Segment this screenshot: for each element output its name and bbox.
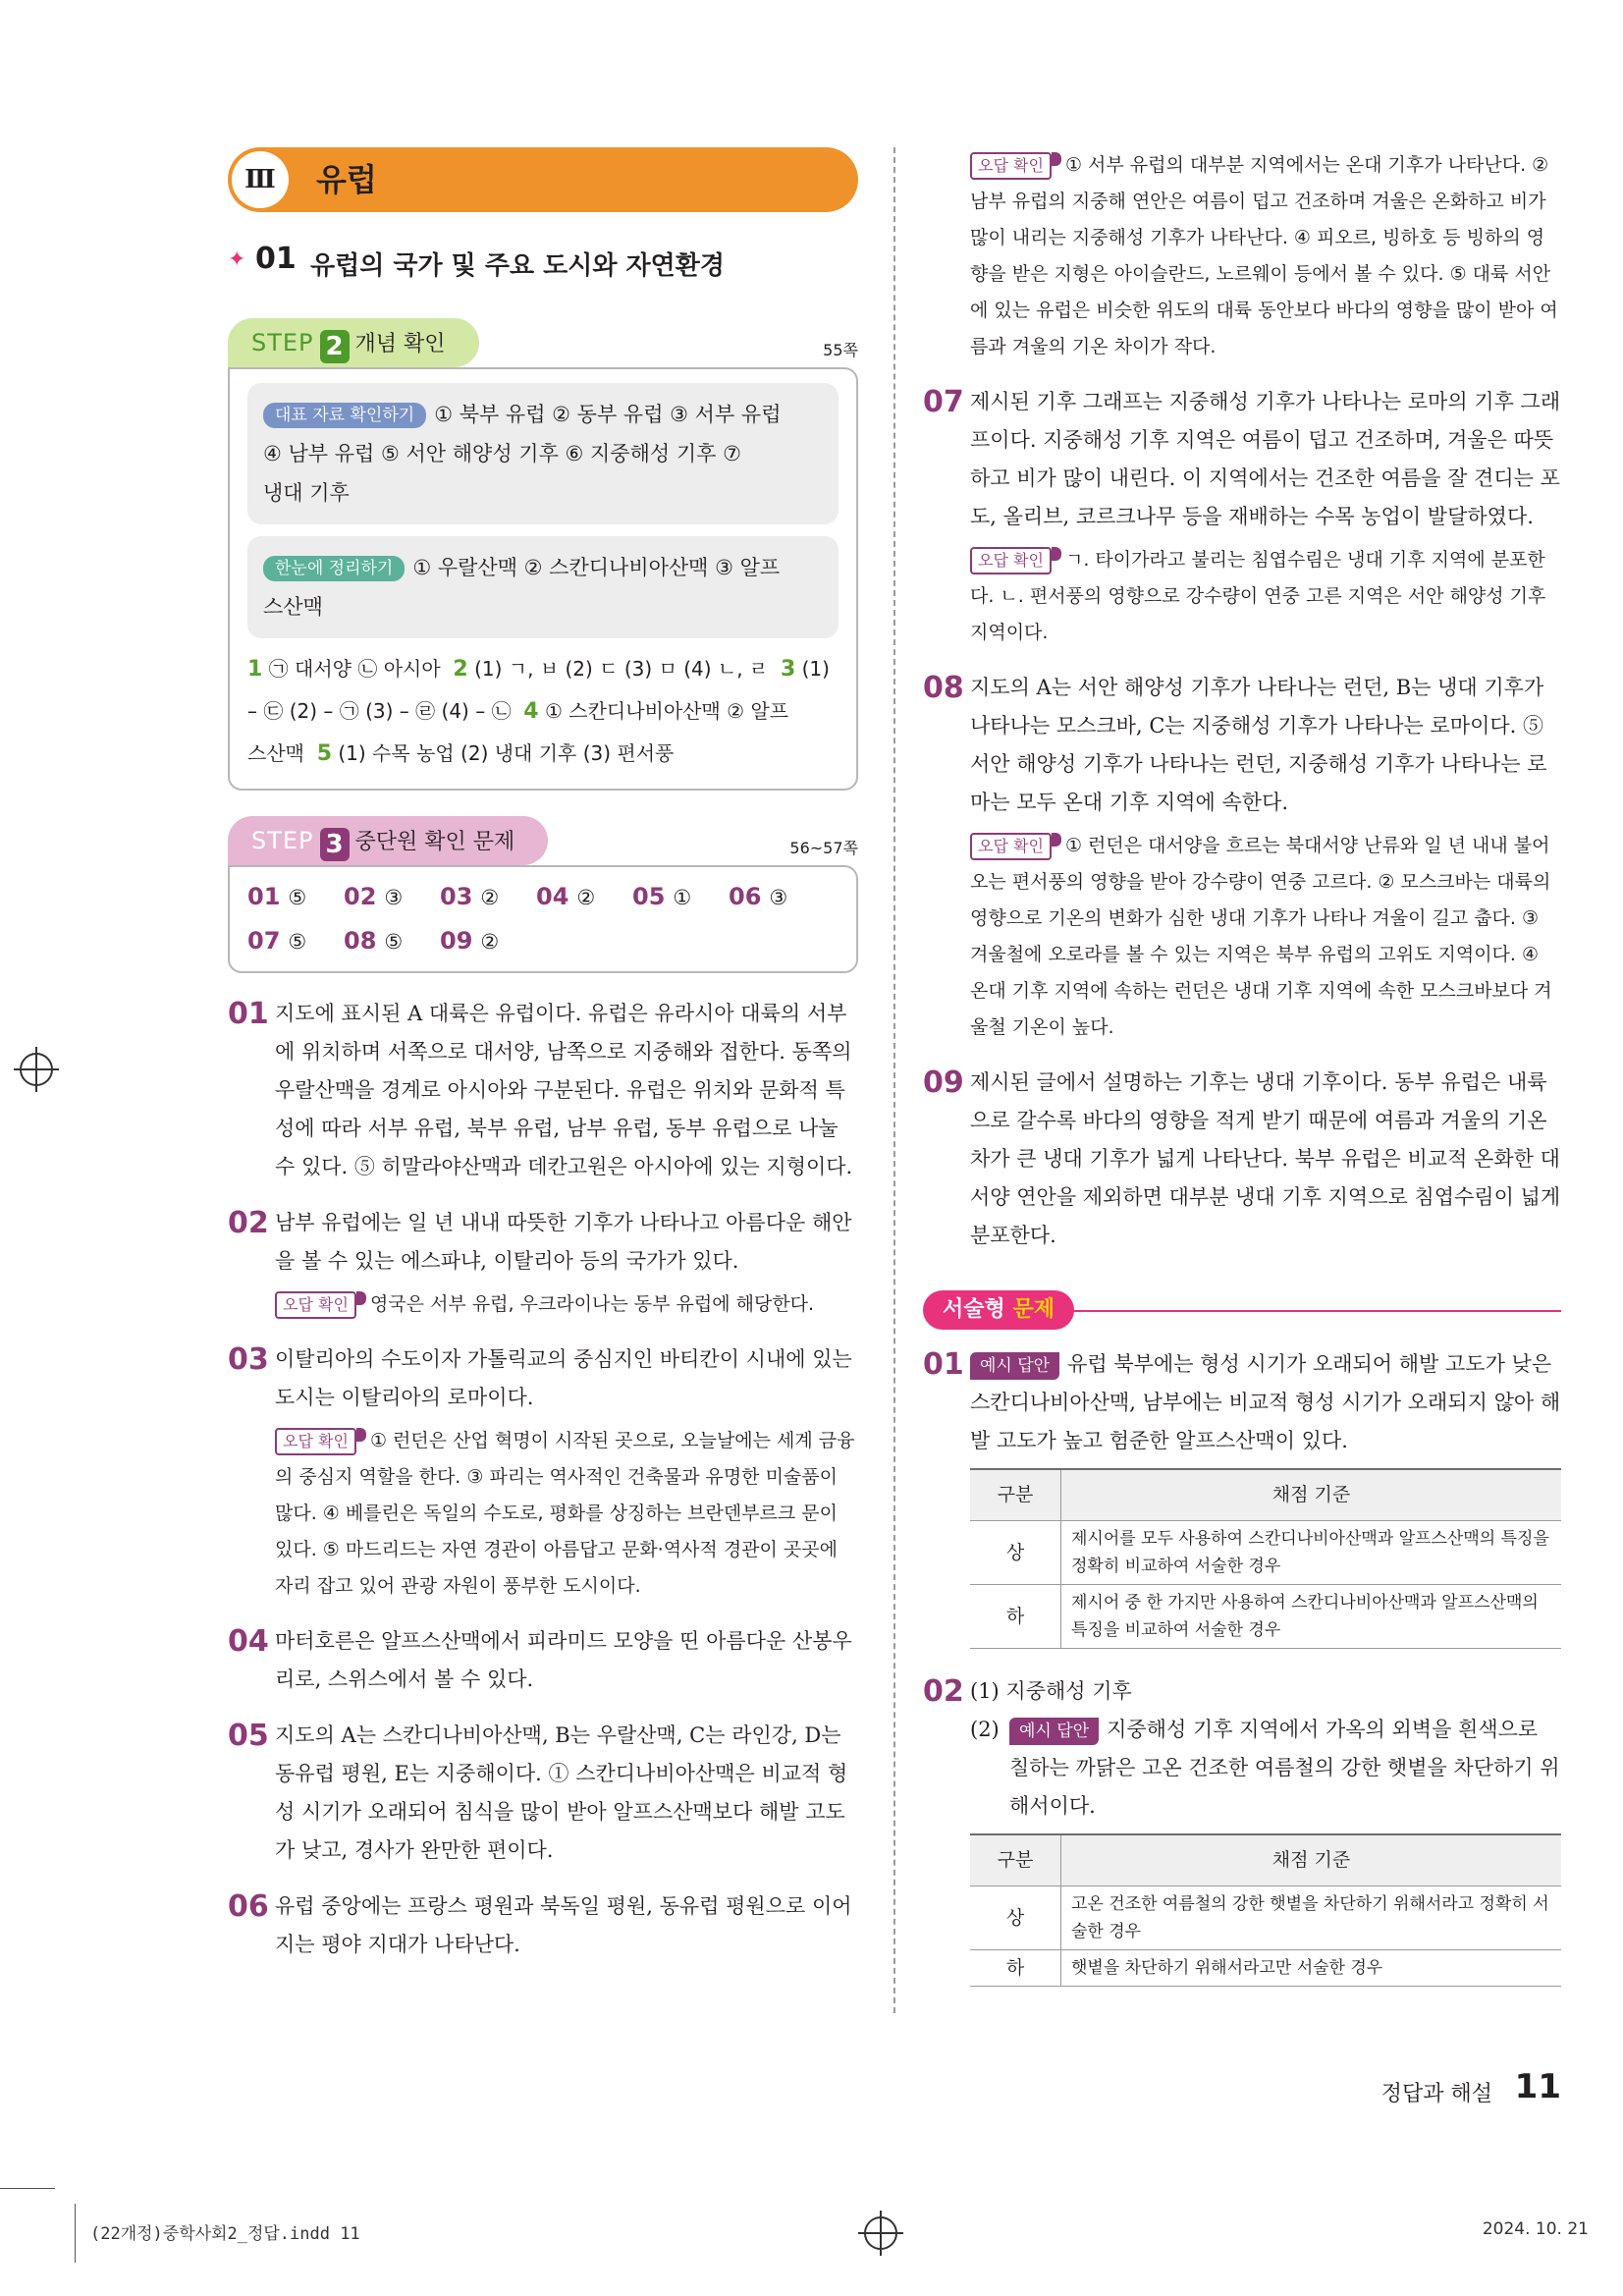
odap-note: [275, 1286, 858, 1323]
odap-tag: 오답 확인: [970, 833, 1052, 860]
step3-answer: [440, 921, 536, 961]
grading-table: [970, 1468, 1561, 1649]
odap-text: ① 런던은 대서양을 흐르는 북대서양 난류와 일 년 내내 불어오는 편서풍의 영향을 받아 강수량이 연중 고르다. ② 모스크바는 대륙의 영향으로 기온의 변화가 심한 냉대 기후가 나타나 겨울이 길고 춥다. ③ 겨울철에 오로라를 볼 수 있는 지역은 북부 유럽의 고위도 지역이다. ④ 온대 기후 지역에 속하는 런던은 냉대 기후 지역에 속한 모스크바보다 겨울철 기온이 높다.: [970, 835, 1552, 1038]
step3-header: [228, 816, 858, 865]
table-row: [970, 1585, 1561, 1649]
question-01: [228, 995, 858, 1186]
answer-row: [247, 690, 839, 733]
table-cell: 제시어 중 한 가지만 사용하여 스칸디나비아산맥과 알프스산맥의 특징을 비교하여 서술한 경우: [1061, 1585, 1562, 1649]
answer-choice: ②: [576, 886, 596, 909]
question-text: 지도의 A는 서안 해양성 기후가 나타나는 런던, B는 냉대 기후가 나타나는 모스크바, C는 지중해성 기후가 나타나는 로마이다. ⑤ 서안 해양성 기후가 나타나는 런던, 지중해성 기후가 나타나는 로마는 모두 온대 기후 지역에 속한다.: [970, 676, 1547, 814]
question-number: 02: [228, 1206, 269, 1240]
question-text: 지도에 표시된 A 대륙은 유럽이다. 유럽은 유라시아 대륙의 서부에 위치하며 서쪽으로 대서양, 남쪽으로 지중해와 접한다. 동쪽의 우랄산맥을 경계로 아시아와 구분된다. 유럽은 위치와 문화적 특성에 따라 서부 유럽, 북부 유럽, 남부 유럽, 동부 유럽으로 나눌 수 있다. ⑤ 히말라야산맥과 데칸고원은 아시아에 있는 지형이다.: [275, 1002, 853, 1178]
question-09: [923, 1064, 1561, 1255]
step-word: STEP: [251, 827, 314, 854]
answer-number: 06: [729, 883, 762, 910]
answer-text: ㉠ 대서양 ㉡ 아시아: [268, 657, 441, 681]
odap-text: ㄱ. 타이가라고 불리는 침엽수림은 냉대 기후 지역에 분포한다. ㄴ. 편서풍의 영향으로 강수량이 연중 고른 지역은 서안 해양성 기후 지역이다.: [970, 549, 1546, 643]
question-text: 남부 유럽에는 일 년 내내 따뜻한 기후가 나타나고 아름다운 해안을 볼 수 있는 에스파냐, 이탈리아 등의 국가가 있다.: [275, 1211, 852, 1273]
table-cell: 제시어를 모두 사용하여 스칸디나비아산맥과 알프스산맥의 특징을 정확히 비교하여 서술한 경우: [1061, 1521, 1562, 1585]
question-text: 제시된 기후 그래프는 지중해성 기후가 나타나는 로마의 기후 그래프이다. 지중해성 기후 지역은 여름이 덥고 건조하며, 겨울은 따뜻하고 비가 많이 내린다. 이 지역에서는 건조한 여름을 잘 견디는 포도, 올리브, 코르크나무 등을 재배하는 수목 농업이 발달하였다.: [970, 390, 1561, 528]
answer-number: 03: [440, 883, 473, 910]
yesi-tag: 예시 답안: [970, 1352, 1059, 1380]
step2-tab: [228, 318, 479, 367]
answer-choice: ①: [673, 886, 692, 909]
page-reference: 56~57쪽: [789, 839, 858, 857]
page-reference: 55쪽: [823, 341, 858, 359]
answer-number: 07: [247, 927, 281, 955]
odap-note-q06: [923, 147, 1561, 365]
odap-text: 영국은 서부 유럽, 우크라이나는 동부 유럽에 해당한다.: [369, 1293, 815, 1315]
answer-number: 5: [316, 741, 332, 766]
question-text: 마터호른은 알프스산맥에서 피라미드 모양을 띤 아름다운 산봉우리로, 스위스에서 볼 수 있다.: [275, 1629, 852, 1691]
left-column: [228, 147, 858, 1982]
question-text: 유럽 중앙에는 프랑스 평원과 북독일 평원, 동유럽 평원으로 이어지는 평야 지대가 나타난다.: [275, 1894, 852, 1956]
answer-text: (1) ㄱ, ㅂ (2) ㄷ (3) ㅁ (4) ㄴ, ㄹ: [474, 657, 769, 681]
answer-number: 02: [344, 883, 377, 910]
answer-text: ① 스칸디나비아산맥 ② 알프: [544, 699, 789, 723]
footer-label: 정답과 해설: [1380, 2082, 1492, 2106]
answer-number: 04: [536, 883, 569, 910]
step3-answer: [729, 877, 825, 917]
question-number: 01: [228, 997, 269, 1031]
essay-rule: [1070, 1310, 1561, 1312]
answer-number: 05: [632, 883, 666, 910]
essay-answer-text: 유럽 북부에는 형성 시기가 오래되어 해발 고도가 낮은 스칸디나비아산맥, 남부에는 비교적 형성 시기가 오래되지 않아 해발 고도가 높고 험준한 알프스산맥이 있다.: [970, 1352, 1561, 1452]
table-row: [970, 1886, 1561, 1950]
registration-mark-icon: [864, 2216, 897, 2250]
step3-answer: [536, 877, 632, 917]
answer-text: (1) 수목 농업 (2) 냉대 기후 (3) 편서풍: [338, 741, 675, 765]
daepyo-box: [247, 383, 839, 524]
odap-tag: 오답 확인: [275, 1428, 356, 1455]
table-cell: 하: [970, 1585, 1061, 1649]
odap-text: ① 런던은 산업 혁명이 시작된 곳으로, 오늘날에는 세계 금융의 중심지 역할을 한다. ③ 파리는 역사적인 건축물과 유명한 미술품이 많다. ④ 베를린은 독일의 수도로, 평화를 상징하는 브란덴부르크 문이 있다. ⑤ 마드리드는 자연 경관이 아름답고 문화·역사적 경관이 곳곳에 자리 잡고 있어 관광 자원이 풍부한 도시이다.: [275, 1430, 855, 1597]
answer-choice: ②: [480, 886, 500, 909]
step2-header: [228, 318, 858, 367]
step3-answer: [632, 877, 729, 917]
answer-number: 09: [440, 927, 473, 955]
table-header: 구분: [970, 1834, 1061, 1886]
column-divider: [893, 147, 895, 2013]
table-row: [970, 1521, 1561, 1585]
table-cell: 상: [970, 1521, 1061, 1585]
part-number: (2): [970, 1718, 1000, 1741]
question-text: 제시된 글에서 설명하는 기후는 냉대 기후이다. 동부 유럽은 내륙으로 갈수록 바다의 영향을 적게 받기 때문에 여름과 겨울의 기온 차가 큰 냉대 기후가 넓게 나타난다. 북부 유럽은 비교적 온화한 대서양 연안을 제외하면 대부분 냉대 기후 지역으로 침엽수림이 넓게 분포한다.: [970, 1070, 1561, 1247]
answer-text: – ㉢ (2) – ㉠ (3) – ㉣ (4) – ㉡: [247, 699, 512, 723]
daepyo-tag: 대표 자료 확인하기: [263, 403, 426, 428]
table-cell: 하: [970, 1950, 1061, 1987]
right-column: [923, 147, 1561, 2004]
answer-row: [247, 733, 839, 775]
question-02: [228, 1204, 858, 1323]
step-number: 2: [320, 330, 350, 363]
question-number: 09: [923, 1066, 964, 1100]
table-header: 채점 기준: [1061, 1469, 1562, 1521]
section-heading: [228, 242, 858, 293]
essay-label: 서술형: [943, 1297, 1005, 1322]
table-cell: 상: [970, 1886, 1061, 1950]
step2-box: [228, 367, 858, 791]
answer-choice: ⑤: [288, 886, 307, 909]
answer-row: [247, 648, 839, 690]
odap-note: [970, 542, 1561, 651]
unit-title: 유럽: [316, 161, 377, 198]
answer-number: 2: [453, 657, 468, 682]
table-cell: 고온 건조한 여름철의 강한 햇볕을 차단하기 위해서라고 정확히 서술한 경우: [1061, 1886, 1562, 1950]
table-cell: 햇볕을 차단하기 위해서라고만 서술한 경우: [1061, 1950, 1562, 1987]
odap-tag: 오답 확인: [970, 152, 1052, 180]
table-row: [970, 1950, 1561, 1987]
essay-01: [923, 1345, 1561, 1649]
step2-answers: [247, 648, 839, 775]
table-header: 채점 기준: [1061, 1834, 1562, 1886]
hannun-text: ① 우랄산맥 ② 스칸디나비아산맥 ③ 알프: [412, 556, 781, 579]
step-word: STEP: [251, 329, 314, 356]
grading-table: [970, 1833, 1561, 1987]
answer-choice: ⑤: [288, 930, 307, 954]
unit-header: [228, 147, 858, 212]
answer-number: 4: [523, 699, 539, 724]
question-number: 03: [228, 1342, 269, 1377]
answer-text: 스산맥: [247, 741, 304, 765]
daepyo-text: 냉대 기후: [263, 481, 350, 505]
essay-tag: [923, 1290, 1074, 1330]
yesi-tag: 예시 답안: [1009, 1718, 1099, 1745]
hannun-tag: 한눈에 정리하기: [263, 556, 405, 581]
essay-label: 문제: [1012, 1297, 1055, 1322]
crop-mark: [0, 2188, 55, 2189]
daepyo-text: ① 북부 유럽 ② 동부 유럽 ③ 서부 유럽: [434, 403, 782, 426]
step3-answer: [344, 921, 440, 961]
daepyo-text: ④ 남부 유럽 ⑤ 서안 해양성 기후 ⑥ 지중해성 기후 ⑦: [263, 442, 741, 465]
question-text: 이탈리아의 수도이자 가톨릭교의 중심지인 바티칸이 시내에 있는 도시는 이탈리아의 로마이다.: [275, 1347, 852, 1409]
crop-mark: [75, 2204, 76, 2263]
step-number: 3: [320, 828, 350, 861]
question-number: 04: [228, 1624, 269, 1659]
page-number: 11: [1514, 2067, 1561, 2106]
answer-choice: ③: [384, 886, 404, 909]
essay-answer-text: 지중해성 기후 지역에서 가옥의 외벽을 흰색으로 칠하는 까닭은 고온 건조한 여름철의 강한 햇볕을 차단하기 위해서이다.: [1009, 1718, 1560, 1818]
question-number: 07: [923, 385, 964, 419]
odap-tag: 오답 확인: [275, 1291, 356, 1319]
answer-choice: ⑤: [384, 930, 404, 954]
step3-answer: [344, 877, 440, 917]
section-title: 유럽의 국가 및 주요 도시와 자연환경: [310, 251, 725, 281]
step3-answer: [247, 877, 344, 917]
print-date: 2024. 10. 21: [1482, 2219, 1589, 2239]
step3-box: [228, 865, 858, 973]
question-06: [228, 1887, 858, 1964]
odap-note: [275, 1423, 858, 1605]
table-header: 구분: [970, 1469, 1061, 1521]
question-number: 05: [228, 1719, 269, 1753]
essay-02: [923, 1672, 1561, 1987]
answer-number: 1: [247, 657, 263, 682]
hannun-text: 스산맥: [263, 595, 323, 619]
answer-number: 01: [247, 883, 281, 910]
step3-answer: [247, 921, 344, 961]
section-number: 01: [255, 242, 297, 276]
question-number: 06: [228, 1889, 269, 1924]
answer-number: 3: [780, 657, 796, 682]
step3-answer: [440, 877, 536, 917]
registration-mark-icon: [20, 1053, 53, 1086]
question-number: 01: [923, 1347, 964, 1382]
question-08: [923, 669, 1561, 1046]
sparkle-icon: ✦: [228, 247, 246, 272]
step-label: 중단원 확인 문제: [354, 830, 515, 854]
answer-text: (1): [801, 657, 830, 681]
essay-part: [970, 1711, 1561, 1826]
essay-heading: [923, 1290, 1561, 1330]
answer-choice: ③: [769, 886, 788, 909]
question-03: [228, 1340, 858, 1605]
hannun-box: [247, 536, 839, 638]
question-number: 08: [923, 671, 964, 705]
unit-numeral: Ⅲ: [232, 151, 289, 208]
question-04: [228, 1622, 858, 1699]
answer-number: 08: [344, 927, 377, 955]
essay-part: (1) 지중해성 기후: [970, 1679, 1132, 1703]
odap-note: [970, 828, 1561, 1046]
answer-choice: ②: [480, 930, 500, 954]
question-number: 02: [923, 1674, 964, 1709]
question-text: 지도의 A는 스칸디나비아산맥, B는 우랄산맥, C는 라인강, D는 동유럽 평원, E는 지중해이다. ① 스칸디나비아산맥은 비교적 형성 시기가 오래되어 침식을 많이 받아 알프스산맥보다 해발 고도가 낮고, 경사가 완만한 편이다.: [275, 1723, 848, 1862]
print-file-info: (22개정)중학사회2_정답.indd 11: [90, 2224, 360, 2244]
step3-tab: [228, 816, 548, 865]
step-label: 개념 확인: [354, 332, 446, 356]
step3-answer-grid: [247, 877, 839, 961]
question-07: [923, 383, 1561, 651]
question-list-left: [228, 995, 858, 1964]
question-05: [228, 1717, 858, 1870]
odap-text: ① 서부 유럽의 대부분 지역에서는 온대 기후가 나타난다. ② 남부 유럽의 지중해 연안은 여름이 덥고 건조하며 겨울은 온화하고 비가 많이 내리는 지중해성 기후가 나타난다. ④ 피오르, 빙하호 등 빙하의 영향을 받은 지형은 아이슬란드, 노르웨이 등에서 볼 수 있다. ⑤ 대륙 서안에 있는 유럽은 비슷한 위도의 대륙 동안보다 바다의 영향을 많이 받아 여름과 겨울의 기온 차이가 작다.: [970, 154, 1558, 357]
odap-tag: 오답 확인: [970, 547, 1052, 574]
